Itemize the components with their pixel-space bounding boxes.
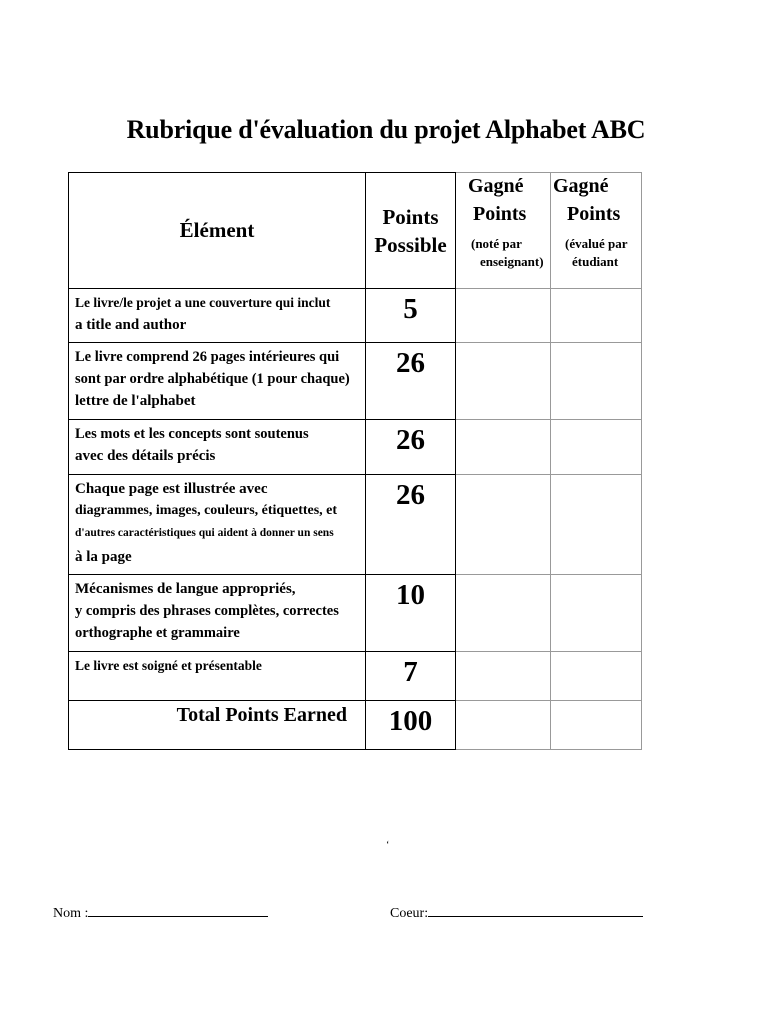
header-teacher-note-2: enseignant) [480, 254, 544, 269]
criterion-line: Le livre comprend 26 pages intérieures qui [75, 349, 340, 365]
table-row [69, 475, 642, 575]
criterion-line: sont par ordre alphabétique (1 pour chaque) [75, 371, 350, 387]
student-score-cell[interactable] [551, 652, 642, 701]
header-student-note-2: étudiant [572, 254, 619, 269]
header-teacher-gagne: Gagné [468, 175, 524, 197]
criterion-line: avec des détails précis [75, 448, 216, 464]
criterion-line: Le livre est soigné et présentable [75, 658, 262, 673]
stray-mark: ‘ [386, 840, 390, 851]
points-possible-cell: 26 [366, 475, 456, 575]
criterion-cell [69, 420, 366, 475]
teacher-score-cell[interactable] [456, 289, 551, 343]
name-label: Nom : [53, 906, 89, 921]
class-blank-line[interactable] [428, 904, 643, 917]
header-points-possible [366, 173, 456, 289]
header-teacher-points-label: Points [473, 203, 527, 225]
teacher-score-cell[interactable] [456, 420, 551, 475]
total-row [69, 701, 642, 750]
header-element: Élément [69, 173, 366, 289]
header-row [69, 173, 642, 289]
student-score-cell[interactable] [551, 575, 642, 652]
table-row [69, 575, 642, 652]
header-student-gagne: Gagné [553, 175, 609, 197]
table-row [69, 652, 642, 701]
points-possible-cell: 26 [366, 420, 456, 475]
rubric-table [68, 172, 642, 750]
document-title: Rubrique d'évaluation du projet Alphabet ABC [126, 115, 646, 144]
student-score-cell[interactable] [551, 475, 642, 575]
criterion-line: d'autres caractéristiques qui aident à donner un sens [75, 527, 334, 539]
criterion-line: Mécanismes de langue appropriés, [75, 581, 296, 597]
criterion-line: orthographe et grammaire [75, 625, 240, 641]
criterion-cell [69, 289, 366, 343]
total-points-cell: 100 [366, 701, 456, 750]
class-label: Coeur: [390, 906, 429, 921]
points-possible-cell: 7 [366, 652, 456, 701]
student-total-cell[interactable] [551, 701, 642, 750]
header-student-note-1: (évalué par [565, 236, 628, 251]
teacher-total-cell[interactable] [456, 701, 551, 750]
criterion-line: Chaque page est illustrée avec [75, 481, 268, 497]
table-row [69, 420, 642, 475]
criterion-line: a title and author [75, 317, 187, 333]
header-student-points [551, 173, 642, 289]
name-field[interactable] [53, 904, 268, 922]
criterion-line: Le livre/le projet a une couverture qui inclut [75, 295, 331, 310]
points-possible-cell: 10 [366, 575, 456, 652]
points-possible-cell: 5 [366, 289, 456, 343]
header-student-points-label: Points [567, 203, 621, 225]
header-teacher-note-1: (noté par [471, 236, 522, 251]
criterion-cell [69, 475, 366, 575]
criterion-line: à la page [75, 549, 132, 565]
criterion-line: diagrammes, images, couleurs, étiquettes, et [75, 503, 338, 518]
criterion-cell [69, 343, 366, 420]
class-field[interactable] [390, 904, 643, 922]
table-row [69, 289, 642, 343]
criterion-cell [69, 652, 366, 701]
header-points-label: Points [382, 204, 439, 229]
header-teacher-points [456, 173, 551, 289]
student-score-cell[interactable] [551, 343, 642, 420]
student-score-cell[interactable] [551, 289, 642, 343]
criterion-line: lettre de l'alphabet [75, 393, 196, 409]
name-blank-line[interactable] [88, 904, 268, 917]
teacher-score-cell[interactable] [456, 575, 551, 652]
table-row [69, 343, 642, 420]
criterion-line: y compris des phrases complètes, correctes [75, 603, 339, 619]
points-possible-cell: 26 [366, 343, 456, 420]
teacher-score-cell[interactable] [456, 343, 551, 420]
total-label: Total Points Earned [69, 701, 366, 750]
criterion-cell [69, 575, 366, 652]
teacher-score-cell[interactable] [456, 652, 551, 701]
header-possible-label: Possible [374, 232, 447, 257]
teacher-score-cell[interactable] [456, 475, 551, 575]
criterion-line: Les mots et les concepts sont soutenus [75, 426, 309, 442]
student-score-cell[interactable] [551, 420, 642, 475]
